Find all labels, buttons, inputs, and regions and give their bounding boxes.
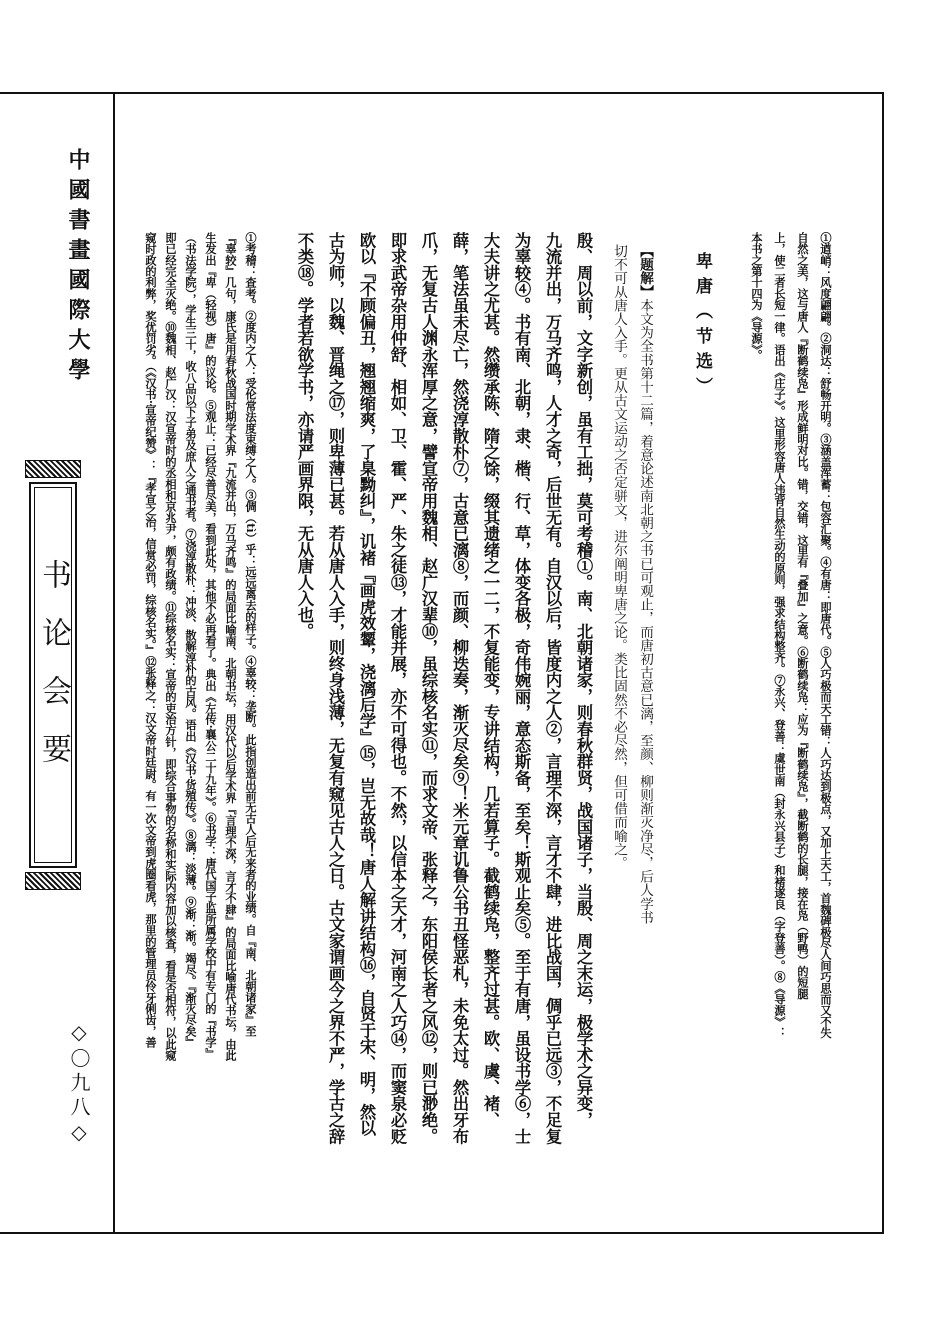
body-line: 即求武帝杂用仲舒、相如、卫、霍、严、朱之徒⑬，才能并展，亦不可得也。不然，以信本之天才，河南之人巧⑭，而窦泉必贬 (388, 232, 407, 1145)
body-line: 不类⑱。学者若欲学书，亦请严画界限，无从唐人入也。 (295, 232, 314, 640)
footnote-line: 窥时政的利弊，奖优罚劣。（《汉书·宣帝纪赞》：『孝宣之治，信赏必罚，综核名实。』⑫张释之：汉文帝时廷尉。有一次文帝到虎圈看虎，那里的管理员伶牙俐齿，善 (144, 232, 158, 1048)
footnote-line: 生发出『卑（轻视）唐』的议论。⑤观止：已经尽善尽美，看到此处，其他不必再看了。典出《左传·襄公二十九年》。⑥书学：唐代国子监所属学校中有专门的『书学』 (204, 232, 218, 1060)
body-line: 薛，笔法虽未尽亡，然浇淳散朴⑦，古意已漓⑧，而颜、柳迭奏，渐灭尽矣⑨！米元章讥鲁公书丑怪恶札，未免太过。然出牙布 (450, 232, 469, 1145)
book-title-cartouche (25, 460, 81, 890)
footnote-line: 即已经完全灭绝。⑩魏相、赵广汉：汉宣帝时的丞相和京兆尹，颇有政绩。⑪综核名实：宣帝的吏治方针，即综合事物的名称和实际内容加以核查，看是否相符，以此窥 (164, 232, 178, 1061)
body-line: 大夫讲之尤甚。然缵承陈、隋之馀，缀其遗绪之一二，不复能变，专讲结构，几若算子。截鹤续凫，整齐过甚。欧、虞、褚、 (481, 232, 500, 1128)
top-note-line: ①遒峭：风度翩翩。②洞达：舒畅开明。③涵盖浑蓄：包容汇聚。④有唐：即唐代。⑤人巧极而天工错：人巧达到极点，又加上天工，首魏碑极尽人间巧思而又不失 (819, 232, 833, 1039)
top-note-line: 自然之美，这与唐人『断鹤续凫』形成鲜明对比。错，交错，这里有『叠加』之意。⑥断鹤续凫：应为『断鹤续凫』，截断鹤的长腿，接在凫（野鸭）的短腿 (796, 232, 810, 1000)
top-note-line: 上，使二者长短一律。语出《庄子》。这里形容唐人违背自然生动的原则，强求结构整齐。⑦永兴、登善：虞世南（封永兴县子）和褚遂良（字登善）。⑧《导源》： (773, 232, 787, 1039)
gutter-divider (113, 92, 115, 1234)
cartouche-top-ornament (25, 460, 81, 478)
body-line: 为辜较④。书有南、北朝，隶、楷、行、草，体变各极，奇伟婉丽，意态斯备，至矣！斯观止矣⑤。至于有唐，虽设书学⑥，士 (512, 232, 531, 1145)
footnote-line: 『辜较』几句，康氏是用春秋战国时期学术界『九流并出，万马齐鸣』的局面比喻南、北朝书坛，用汉代以后学术界『言理不深，言才不肆』的局面比喻唐代书坛，由此 (224, 232, 238, 1061)
intro-label: 【题解】 (637, 244, 653, 299)
cartouche-bottom-ornament (25, 872, 81, 890)
body-line: 古为师，以魏、晋绳之⑰，则卑薄已甚。若从唐人入手，则终身浅薄，无复有窥见古人之日。古文家谓画今之界不严，学古之辞 (326, 232, 345, 1145)
intro-line-2: 切不可从唐人入手。更从古文运动之否定骈文，进尔阐明卑唐之论。类比固然不必尽然，但可借而喻之。 (611, 244, 627, 870)
page-number: ◇〇九八◇ (67, 1020, 91, 1148)
body-line: 殷、周以前，文字新创，虽有工拙，莫可考稽①。南、北朝诸家，则春秋群贤，战国诸子，当殷、周之末运，极学术之异变， (574, 232, 593, 1128)
body-line: 爪，无复古人渊永浑厚之意，譬宣帝用魏相、赵广汉辈⑩，虽综核名实⑪，而求文帝、张释之，东阳侯长者之风⑫，则已渺绝。 (419, 232, 438, 1145)
cartouche-box (29, 482, 77, 868)
intro-line-1 (634, 244, 656, 1204)
top-note-line: 本书之第十四为《导源》。 (750, 232, 764, 361)
body-line: 九流并出，万马齐鸣，人才之奇，后世无有。自汉以后，皆度内之人②，言理不深，言才不肆，进比战国，倜乎已远③，不足复 (543, 232, 562, 1145)
book-title: 书论会要 (36, 559, 71, 791)
intro-text: 本文为全书第十二篇，着意论述南北朝之书已可观止，而唐初古意已漓，至颜、柳则渐灭净尽，后人学书 (637, 298, 653, 925)
body-line: 欧以『不顾偏丑，翘翘缩爽，了臬黝纠』，讥褚『画虎效颦，浇漓后学』⑮，岂无故哉！唐人解讲结构⑯，自贤于宋、明，然以 (357, 232, 376, 1137)
footnote-line: （书法学院），学生三十，收八品以下子弟及庶人之通书者。⑦浇淳散朴：冲淡、散解淳朴的古风。语出《汉书·货殖传》。⑧漓：淡薄。⑨渐：渐。竭尽。『渐灭尽矣』 (184, 232, 198, 1048)
section-heading: 卑唐（节选） (692, 252, 712, 402)
footnote-line: ①考稽：查考。②度内之人：受伦常法度束缚之人。③倜（tì）乎：远远离去的样子。④辜较：垄断。此指创造出前无古人后无来者的业绩。自『南、北朝诸家』至 (244, 232, 258, 1037)
university-name: 中國書畫國際大學 (65, 148, 91, 388)
